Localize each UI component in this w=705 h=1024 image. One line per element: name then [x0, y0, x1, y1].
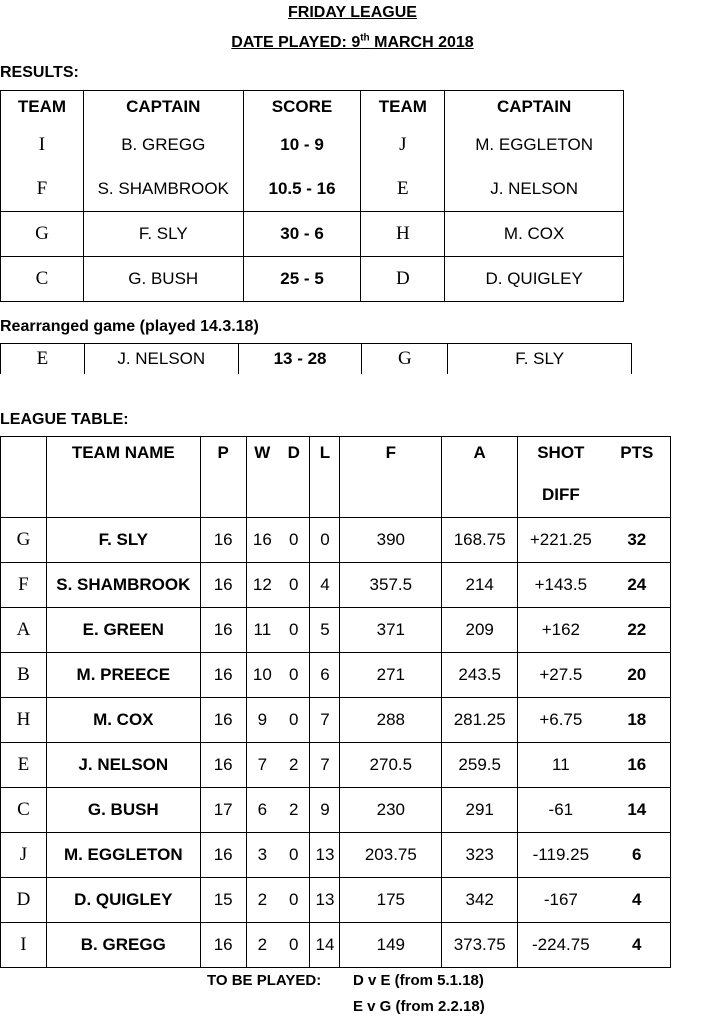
captain-cell: M. COX — [445, 212, 624, 257]
against-cell: 259.5 — [442, 743, 518, 788]
captain-cell: F. SLY — [83, 212, 243, 257]
team-cell: I — [1, 123, 84, 167]
team-name-cell: M. COX — [46, 698, 200, 743]
col-header-diff: DIFF — [541, 485, 580, 504]
col-header-p: P — [200, 437, 246, 518]
date-played — [0, 34, 705, 52]
team-cell: J — [1, 833, 47, 878]
drawn-cell: 0 — [278, 698, 310, 743]
played-cell: 16 — [200, 698, 246, 743]
for-cell: 390 — [340, 518, 442, 563]
lost-cell: 6 — [310, 653, 340, 698]
won-cell: 10 — [246, 653, 278, 698]
against-cell: 373.75 — [442, 923, 518, 968]
score-cell: 30 - 6 — [243, 212, 361, 257]
results-label: RESULTS: — [0, 64, 79, 81]
against-cell: 243.5 — [442, 653, 518, 698]
against-cell: 209 — [442, 608, 518, 653]
lost-cell: 4 — [310, 563, 340, 608]
col-header-captain: CAPTAIN — [445, 91, 624, 124]
against-cell: 214 — [442, 563, 518, 608]
col-header-f: F — [340, 437, 442, 518]
col-header-team: TEAM — [361, 91, 445, 124]
drawn-cell: 0 — [278, 653, 310, 698]
rearranged-table — [0, 343, 632, 374]
captain-cell: B. GREGG — [83, 123, 243, 167]
team-cell: H — [1, 698, 47, 743]
drawn-cell: 2 — [278, 743, 310, 788]
played-cell: 16 — [200, 653, 246, 698]
points-cell: 6 — [604, 833, 671, 878]
played-cell: 17 — [200, 788, 246, 833]
lost-cell: 9 — [310, 788, 340, 833]
rearranged-label: Rearranged game (played 14.3.18) — [0, 318, 259, 335]
against-cell: 168.75 — [442, 518, 518, 563]
for-cell: 288 — [340, 698, 442, 743]
points-cell: 16 — [604, 743, 671, 788]
team-cell: F — [1, 563, 47, 608]
lost-cell: 7 — [310, 743, 340, 788]
table-row — [1, 563, 671, 608]
team-cell: B — [1, 653, 47, 698]
table-row — [1, 167, 624, 212]
table-row — [1, 878, 671, 923]
shot-diff-cell: +162 — [518, 608, 604, 653]
points-cell: 14 — [604, 788, 671, 833]
captain-cell: J. NELSON — [445, 167, 624, 212]
played-cell: 16 — [200, 518, 246, 563]
points-cell: 4 — [604, 878, 671, 923]
shot-diff-cell: +6.75 — [518, 698, 604, 743]
team-cell: C — [1, 788, 47, 833]
lost-cell: 5 — [310, 608, 340, 653]
played-cell: 16 — [200, 608, 246, 653]
col-header-pts: PTS — [604, 437, 671, 518]
team-cell: H — [361, 212, 445, 257]
col-header-d: D — [278, 437, 310, 518]
team-name-cell: M. EGGLETON — [46, 833, 200, 878]
lost-cell: 0 — [310, 518, 340, 563]
points-cell: 20 — [604, 653, 671, 698]
date-prefix: DATE PLAYED: 9 — [231, 34, 361, 51]
drawn-cell: 0 — [278, 563, 310, 608]
table-row — [1, 698, 671, 743]
points-cell: 22 — [604, 608, 671, 653]
team-cell: A — [1, 608, 47, 653]
shot-diff-cell: -119.25 — [518, 833, 604, 878]
team-cell: G — [1, 518, 47, 563]
won-cell: 2 — [246, 878, 278, 923]
captain-cell: M. EGGLETON — [445, 123, 624, 167]
drawn-cell: 2 — [278, 788, 310, 833]
shot-diff-cell: 11 — [518, 743, 604, 788]
against-cell: 323 — [442, 833, 518, 878]
captain-cell: J. NELSON — [84, 344, 238, 375]
captain-cell: S. SHAMBROOK — [83, 167, 243, 212]
team-cell: E — [361, 167, 445, 212]
team-cell: G — [1, 212, 84, 257]
results-header-row — [1, 91, 624, 124]
shot-diff-cell: +27.5 — [518, 653, 604, 698]
col-header-score: SCORE — [243, 91, 361, 124]
team-cell: J — [361, 123, 445, 167]
team-name-cell: D. QUIGLEY — [46, 878, 200, 923]
played-cell: 15 — [200, 878, 246, 923]
drawn-cell: 0 — [278, 518, 310, 563]
played-cell: 16 — [200, 563, 246, 608]
team-cell: D — [361, 257, 445, 302]
lost-cell: 14 — [310, 923, 340, 968]
col-header-l: L — [310, 437, 340, 518]
table-row — [1, 833, 671, 878]
team-cell: C — [1, 257, 84, 302]
captain-cell: D. QUIGLEY — [445, 257, 624, 302]
col-header-team — [1, 437, 47, 518]
col-header-w: W — [246, 437, 278, 518]
for-cell: 357.5 — [340, 563, 442, 608]
won-cell: 3 — [246, 833, 278, 878]
table-row — [1, 653, 671, 698]
lost-cell: 13 — [310, 833, 340, 878]
to-be-played-label: TO BE PLAYED: — [207, 972, 322, 989]
col-header-team-name: TEAM NAME — [46, 437, 200, 518]
team-name-cell: J. NELSON — [46, 743, 200, 788]
played-cell: 16 — [200, 743, 246, 788]
for-cell: 230 — [340, 788, 442, 833]
won-cell: 12 — [246, 563, 278, 608]
lost-cell: 13 — [310, 878, 340, 923]
won-cell: 2 — [246, 923, 278, 968]
points-cell: 32 — [604, 518, 671, 563]
team-name-cell: B. GREGG — [46, 923, 200, 968]
lost-cell: 7 — [310, 698, 340, 743]
for-cell: 203.75 — [340, 833, 442, 878]
for-cell: 175 — [340, 878, 442, 923]
table-row — [1, 608, 671, 653]
team-name-cell: G. BUSH — [46, 788, 200, 833]
team-name-cell: F. SLY — [46, 518, 200, 563]
against-cell: 291 — [442, 788, 518, 833]
date-suffix: MARCH 2018 — [369, 34, 474, 51]
score-cell: 10.5 - 16 — [243, 167, 361, 212]
table-row — [1, 212, 624, 257]
table-row — [1, 123, 624, 167]
points-cell: 24 — [604, 563, 671, 608]
team-cell: E — [1, 344, 85, 375]
shot-diff-cell: +143.5 — [518, 563, 604, 608]
points-cell: 18 — [604, 698, 671, 743]
won-cell: 11 — [246, 608, 278, 653]
against-cell: 342 — [442, 878, 518, 923]
for-cell: 271 — [340, 653, 442, 698]
won-cell: 9 — [246, 698, 278, 743]
captain-cell: G. BUSH — [83, 257, 243, 302]
team-cell: D — [1, 878, 47, 923]
captain-cell: F. SLY — [448, 344, 632, 375]
date-suffix-sup: th — [360, 32, 370, 44]
col-header-shot: SHOT — [537, 443, 585, 462]
team-name-cell: S. SHAMBROOK — [46, 563, 200, 608]
team-name-cell: M. PREECE — [46, 653, 200, 698]
league-table — [0, 436, 671, 968]
won-cell: 16 — [246, 518, 278, 563]
col-header-captain: CAPTAIN — [83, 91, 243, 124]
page-title: FRIDAY LEAGUE — [288, 4, 417, 21]
against-cell: 281.25 — [442, 698, 518, 743]
shot-diff-cell: -61 — [518, 788, 604, 833]
table-row — [1, 743, 671, 788]
fixture-1: D v E (from 5.1.18) — [353, 972, 484, 989]
shot-diff-cell: -167 — [518, 878, 604, 923]
shot-diff-cell: +221.25 — [518, 518, 604, 563]
points-cell: 4 — [604, 923, 671, 968]
drawn-cell: 0 — [278, 878, 310, 923]
drawn-cell: 0 — [278, 923, 310, 968]
for-cell: 149 — [340, 923, 442, 968]
team-cell: E — [1, 743, 47, 788]
won-cell: 7 — [246, 743, 278, 788]
team-cell: I — [1, 923, 47, 968]
team-cell: G — [362, 344, 448, 375]
won-cell: 6 — [246, 788, 278, 833]
played-cell: 16 — [200, 923, 246, 968]
table-row — [1, 788, 671, 833]
shot-diff-cell: -224.75 — [518, 923, 604, 968]
drawn-cell: 0 — [278, 608, 310, 653]
played-cell: 16 — [200, 833, 246, 878]
drawn-cell: 0 — [278, 833, 310, 878]
score-cell: 25 - 5 — [243, 257, 361, 302]
table-row — [1, 518, 671, 563]
col-header-a: A — [442, 437, 518, 518]
team-name-cell: E. GREEN — [46, 608, 200, 653]
league-table-label: LEAGUE TABLE: — [0, 411, 129, 428]
score-cell: 13 - 28 — [238, 344, 362, 375]
fixture-2: E v G (from 2.2.18) — [353, 998, 485, 1015]
table-row — [1, 257, 624, 302]
for-cell: 270.5 — [340, 743, 442, 788]
table-row — [1, 923, 671, 968]
table-row — [1, 344, 632, 375]
results-table — [0, 90, 624, 302]
league-header-row — [1, 437, 671, 518]
for-cell: 371 — [340, 608, 442, 653]
team-cell: F — [1, 167, 84, 212]
score-cell: 10 - 9 — [243, 123, 361, 167]
col-header-team: TEAM — [1, 91, 84, 124]
col-header-shot-diff — [518, 437, 604, 518]
